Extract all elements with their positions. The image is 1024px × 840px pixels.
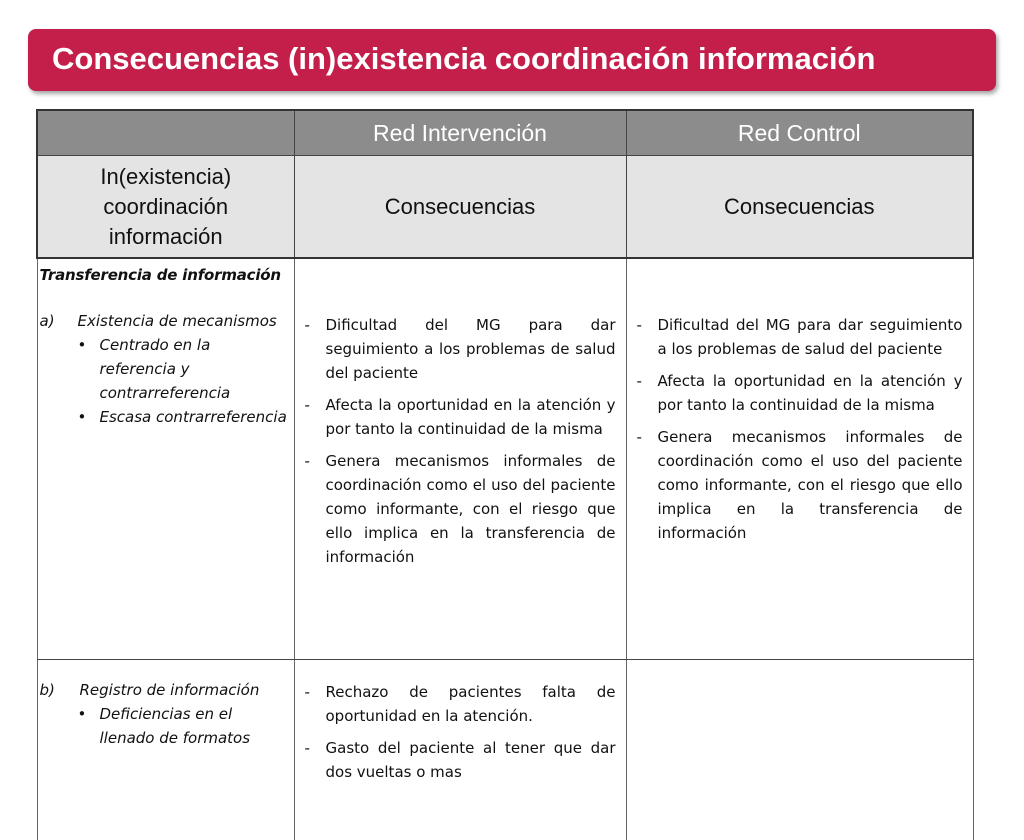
dash-marker: -	[637, 313, 658, 361]
table-row	[37, 258, 973, 660]
dash-marker: -	[305, 449, 326, 569]
consequence-item	[305, 393, 616, 441]
row-b-category-cell	[37, 660, 294, 840]
consequence-item	[305, 313, 616, 385]
consequence-text: Gasto del paciente al tener que dar dos vueltas o mas	[326, 736, 616, 784]
consequence-text: Genera mecanismos informales de coordinación como el uso del paciente como informante, con el riesgo que ello implica en la transferencia de información	[658, 425, 963, 545]
section-heading: Transferencia de información	[40, 263, 290, 287]
subheader-row	[37, 156, 973, 259]
row-a-intervencion-cell	[294, 258, 626, 660]
subheader-row-label: In(existencia) coordinación información	[37, 156, 294, 259]
item-label: Existencia de mecanismos	[78, 309, 277, 333]
header-row	[37, 110, 973, 156]
header-blank-cell	[37, 110, 294, 156]
dash-marker: -	[305, 393, 326, 441]
list-item	[40, 678, 290, 702]
header-red-intervencion: Red Intervención	[294, 110, 626, 156]
consequence-item	[305, 736, 616, 784]
row-b-control-cell	[626, 660, 973, 840]
row-a-category-cell	[37, 258, 294, 660]
header-red-control: Red Control	[626, 110, 973, 156]
consequence-text: Dificultad del MG para dar seguimiento a los problemas de salud del paciente	[658, 313, 963, 361]
consequence-text: Afecta la oportunidad en la atención y por tanto la continuidad de la misma	[326, 393, 616, 441]
dash-marker: -	[305, 736, 326, 784]
consequence-text: Afecta la oportunidad en la atención y por tanto la continuidad de la misma	[658, 369, 963, 417]
bullet-marker: •	[78, 333, 100, 405]
dash-marker: -	[637, 425, 658, 545]
item-label: Registro de información	[80, 678, 260, 702]
bullet-item	[78, 702, 290, 750]
bullet-text: Escasa contrarreferencia	[100, 405, 287, 429]
consequence-item	[305, 449, 616, 569]
dash-marker: -	[305, 680, 326, 728]
table-row	[37, 660, 973, 840]
consequence-text: Rechazo de pacientes falta de oportunidad en la atención.	[326, 680, 616, 728]
consequence-item	[637, 425, 963, 545]
consequences-table	[36, 109, 974, 840]
bullet-text: Deficiencias en el llenado de formatos	[100, 702, 290, 750]
consequence-item	[637, 369, 963, 417]
item-marker: b)	[40, 678, 80, 702]
consequence-item	[637, 313, 963, 361]
row-b-intervencion-cell	[294, 660, 626, 840]
bullet-marker: •	[78, 702, 100, 750]
row-a-control-cell	[626, 258, 973, 660]
dash-marker: -	[305, 313, 326, 385]
bullet-text: Centrado en la referencia y contrarreferencia	[100, 333, 290, 405]
bullet-item	[78, 333, 290, 405]
subheader-consecuencias-control: Consecuencias	[626, 156, 973, 259]
bullet-marker: •	[78, 405, 100, 429]
consequence-text: Dificultad del MG para dar seguimiento a los problemas de salud del paciente	[326, 313, 616, 385]
bullet-list	[78, 333, 290, 429]
list-item	[40, 309, 290, 333]
consequence-item	[305, 680, 616, 728]
dash-marker: -	[637, 369, 658, 417]
consequence-text: Genera mecanismos informales de coordinación como el uso del paciente como informante, con el riesgo que ello implica en la transferencia de información	[326, 449, 616, 569]
title-banner	[28, 29, 996, 91]
bullet-item	[78, 405, 290, 429]
subheader-consecuencias-intervencion: Consecuencias	[294, 156, 626, 259]
item-marker: a)	[40, 309, 78, 333]
bullet-list	[78, 702, 290, 750]
slide-title: Consecuencias (in)existencia coordinación información	[52, 41, 875, 77]
